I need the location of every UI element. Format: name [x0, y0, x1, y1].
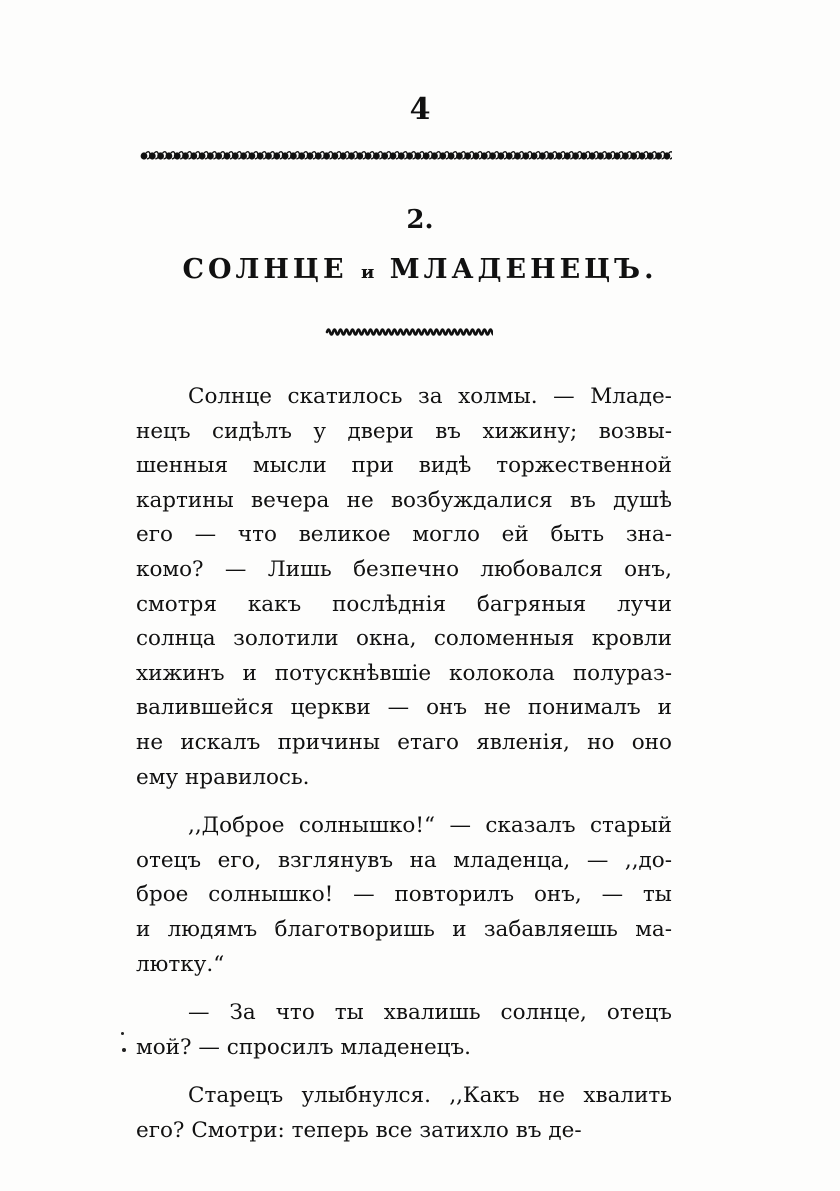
title-word-2: и [360, 262, 377, 283]
paragraph-gap [136, 1065, 672, 1079]
margin-mark [122, 1048, 126, 1052]
text-line: и людямъ благотворишь и забавляешь ма- [136, 916, 672, 942]
text-line: картины вечера не возбуждалися въ душѣ [136, 487, 672, 513]
page-number: 4 [409, 92, 431, 127]
paragraph-gap [136, 795, 672, 809]
text-line: — За что ты хвалишь солнце, отецъ [188, 1000, 672, 1026]
text-line: хижинъ и потускнѣвшіе колокола полураз- [136, 660, 672, 686]
section-number: 2. [406, 205, 434, 235]
wavy-divider [325, 326, 493, 338]
text-line: брое солнышко! — повторилъ онъ, — ты [136, 882, 672, 908]
title-word-1: СОЛНЦЕ [182, 254, 348, 285]
text-line: Старецъ улыбнулся. ,,Какъ не хвалить [188, 1083, 672, 1109]
text-line: его? Смотри: теперь все затихло въ де- [136, 1117, 582, 1143]
text-line: отецъ его, взглянувъ на младенца, — ,,до- [136, 847, 672, 873]
text-line: лютку.“ [136, 951, 225, 977]
text-line: ,,Доброе солнышко!“ — сказалъ старый [188, 813, 672, 839]
text-line: мой? — спросилъ младенецъ. [136, 1034, 472, 1060]
paragraph-gap [136, 982, 672, 996]
margin-mark [121, 1032, 124, 1035]
text-line: смотря какъ послѣднія багряныя лучи [136, 591, 672, 617]
chapter-title [0, 254, 840, 285]
text-line: не искалъ причины етаго явленія, но оно [136, 729, 672, 755]
text-line: ему нравилось. [136, 764, 310, 790]
text-line: солнца золотили окна, соломенныя кровли [136, 626, 672, 652]
text-line: его — что великое могло ей быть зна- [136, 522, 672, 548]
body-text [136, 380, 672, 1148]
text-line: валившейся церкви — онъ не понималъ и [136, 695, 672, 721]
text-line: комо? — Лишь безпечно любовался онъ, [136, 556, 672, 582]
ornamental-rule [140, 148, 672, 164]
text-line: шенныя мысли при видѣ торжественной [136, 453, 672, 479]
title-word-3: МЛАДЕНЕЦЪ. [389, 254, 658, 285]
text-line: Солнце скатилось за холмы. — Младе- [188, 384, 672, 409]
text-line: нецъ сидѣлъ у двери въ хижину; возвы- [136, 418, 672, 444]
